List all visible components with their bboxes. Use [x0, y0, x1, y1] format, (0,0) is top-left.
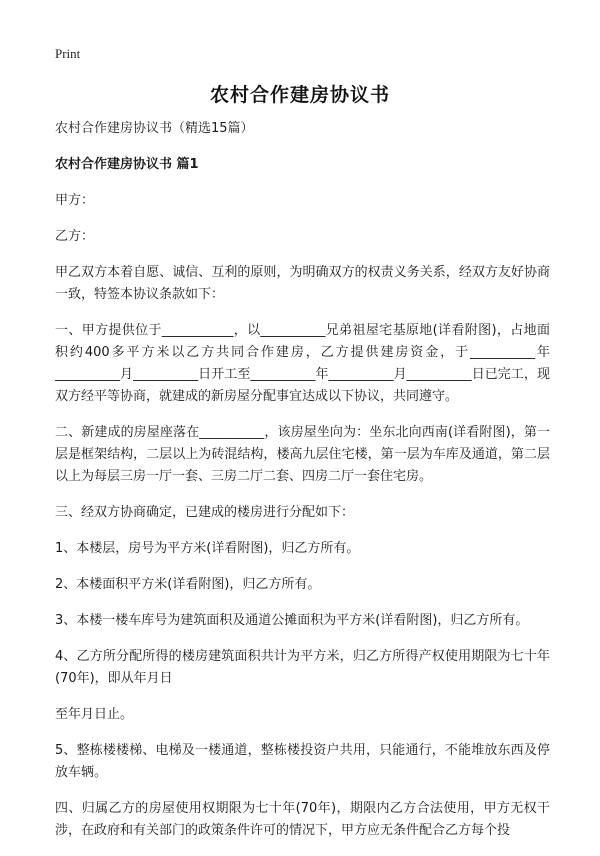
paragraph-clause-1: 一、甲方提供位于___________，以__________兄弟祖屋宅基原地(详看附图)，占地面积约400多平方米以乙方共同合作建房，乙方提供建房资金，于__________年__________月__________日开工至__________年__________月__________日已完工，现双方经平等协商，就建成的新房屋分配事宜达成以下协议，共同遵守。 [55, 323, 550, 404]
paragraph-item-1: 1、本楼层，房号为平方米(详看附图)，归乙方所有。 [55, 541, 360, 556]
paragraph-clause-2: 二、新建成的房屋座落在__________，该房屋坐向为：坐东北向西南(详看附图)，第一层是框架结构，二层以上为砖混结构，楼高九层住宅楼，第一层为车库及通道，第二层以上为每层三房一厅一套、三房二厅二套、四房二厅一套住宅房。 [55, 425, 550, 484]
print-link[interactable]: Print [55, 46, 81, 61]
paragraph-item-4: 4、乙方所分配所得的楼房建筑面积共计为平方米，归乙方所得产权使用期限为七十年(70年)，即从年月日 [55, 649, 550, 686]
paragraph-intro: 甲乙双方本着自愿、诚信、互利的原则，为明确双方的权责义务关系，经双方友好协商一致，特签本协议条款如下： [55, 265, 550, 302]
document-body [55, 118, 550, 856]
document-title: 农村合作建房协议书 [209, 84, 390, 106]
paragraph-item-2: 2、本楼面积平方米(详看附图)，归乙方所有。 [55, 577, 321, 592]
party-a-label: 甲方： [55, 193, 95, 208]
party-b-label: 乙方： [55, 229, 95, 244]
paragraph-item-4-cont: 至年月日止。 [55, 707, 134, 722]
section-heading: 农村合作建房协议书 篇1 [55, 157, 199, 172]
paragraph-item-5: 5、整栋楼楼梯、电梯及一楼通道，整栋楼投资户共用，只能通行，不能堆放东西及停放车辆。 [55, 743, 550, 780]
document-subtitle: 农村合作建房协议书（精选15篇） [55, 121, 254, 136]
paragraph-item-3: 3、本楼一楼车库号为建筑面积及通道公摊面积为平方米(详看附图)，归乙方所有。 [55, 613, 529, 628]
paragraph-clause-3: 三、经双方协商确定，已建成的楼房进行分配如下： [55, 505, 355, 520]
paragraph-clause-4: 四、归属乙方的房屋使用权期限为七十年(70年)，期限内乙方合法使用，甲方无权干涉，在政府和有关部门的政策条件许可的情况下，甲方应无条件配合乙方每个投 [55, 801, 550, 838]
